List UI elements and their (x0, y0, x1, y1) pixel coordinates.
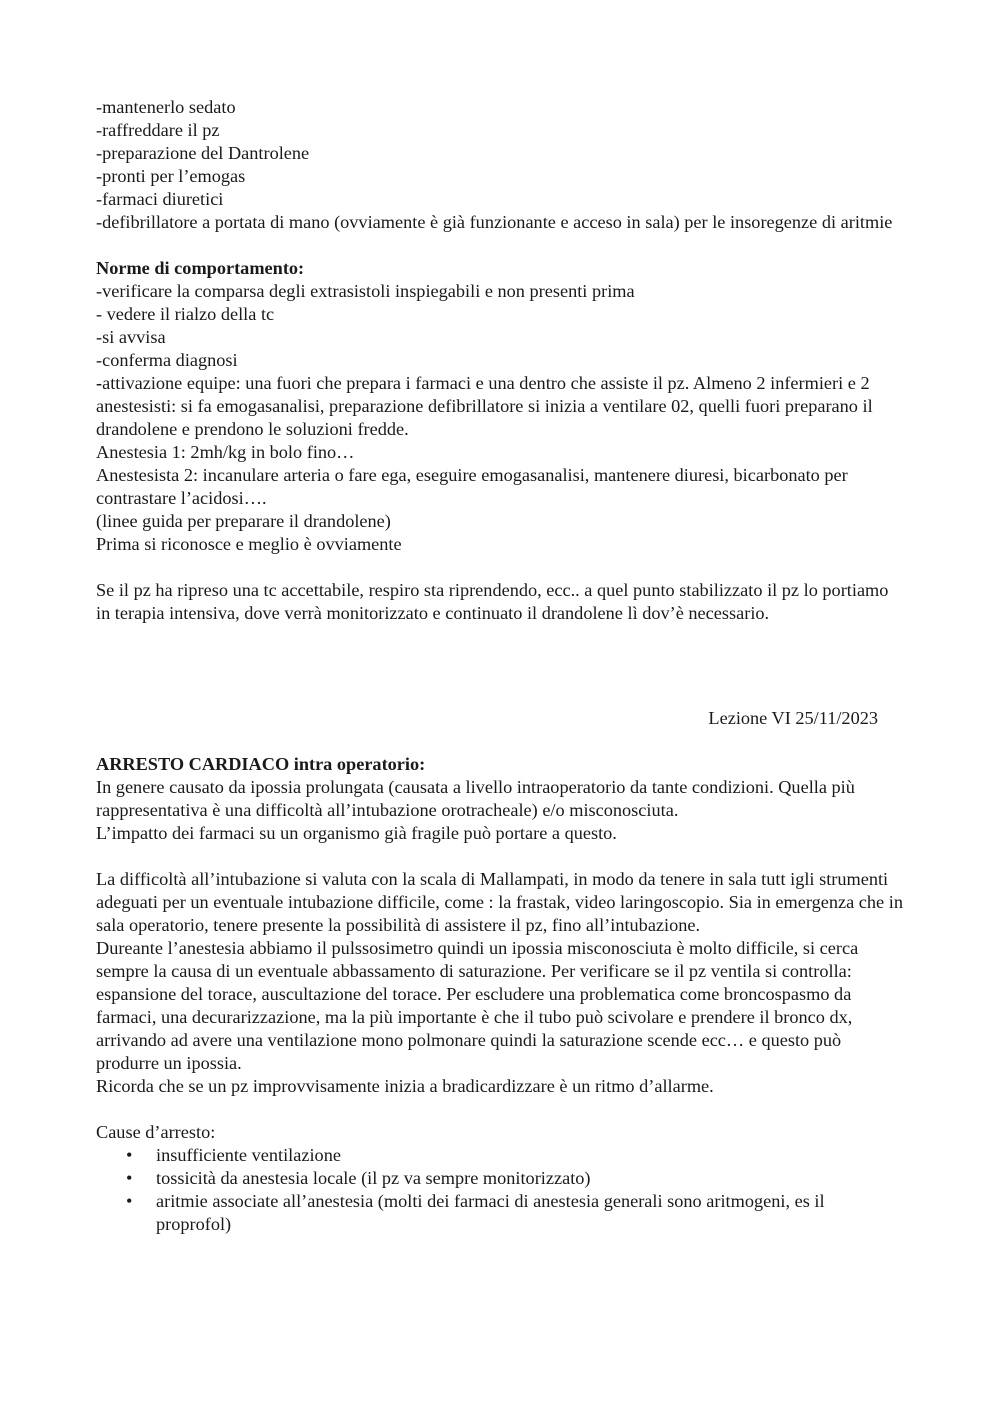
cause-item-text: aritmie associate all’anestesia (molti dei farmaci di anestesia generali sono aritmogeni, es il proprofol) (156, 1191, 825, 1234)
norme-line: -verificare la comparsa degli extrasistoli inspiegabili e non presenti prima (96, 281, 635, 301)
measure-line: -farmaci diuretici (96, 189, 224, 209)
measure-line: -pronti per l’emogas (96, 166, 246, 186)
spacer (96, 845, 904, 868)
norme-line: -conferma diagnosi (96, 350, 238, 370)
attivazione-text: attivazione equipe: una fuori che prepara i farmaci e una dentro che assiste il pz. Almeno 2 infermieri e 2 anestesisti: si fa emogasanalisi, preparazione defibrillatore si inizia a ventilare 02, quelli fuori preparano il drandolene e prendono le soluzioni fredde. (96, 373, 873, 439)
arresto-heading: ARRESTO CARDIACO intra operatorio: (96, 754, 426, 774)
spacer (96, 730, 904, 753)
measure-line: -defibrillatore a portata di mano (ovviamente è già funzionante e acceso in sala) per le insoregenze di aritmie (96, 212, 893, 232)
spacer (96, 556, 904, 579)
cause-item (126, 1144, 904, 1167)
cause-list (96, 1144, 904, 1236)
lesson-header: Lezione VI 25/11/2023 (708, 708, 878, 728)
measure-line: -mantenerlo sedato (96, 97, 236, 117)
linee-guida: (linee guida per preparare il drandolene) (96, 511, 391, 531)
arresto-section (96, 753, 904, 1236)
arresto-paragraph: Dureante l’anestesia abbiamo il pulssosimetro quindi un ipossia misconosciuta è molto difficile, si cerca sempre la causa di un eventuale abbassamento di saturazione. Per verificare se il pz ventila si controlla: espansione del torace, auscultazione del torace. Per escludere una problematica come broncospasmo da farmaci, una decurarizzazione, ma la più importante è che il tubo può scivolare e prendere il bronco dx, arrivando ad avere una ventilazione mono polmonare quindi la saturazione scende ecc… e questo può produrre un ipossia. (96, 938, 859, 1073)
prima-line: Prima si riconosce e meglio è ovviamente (96, 534, 402, 554)
attivazione-paragraph (96, 372, 904, 441)
cause-item-text: insufficiente ventilazione (156, 1145, 341, 1165)
cause-item-text: tossicità da anestesia locale (il pz va sempre monitorizzato) (156, 1168, 591, 1188)
cause-heading: Cause d’arresto: (96, 1122, 216, 1142)
cause-item (126, 1190, 904, 1236)
spacer (96, 234, 904, 257)
cause-item (126, 1167, 904, 1190)
bullet-icon: • (126, 1191, 133, 1211)
arresto-paragraph: L’impatto dei farmaci su un organismo già fragile può portare a questo. (96, 823, 617, 843)
anestesia-1: Anestesia 1: 2mh/kg in bolo fino… (96, 442, 355, 462)
bullet-icon: • (126, 1168, 133, 1188)
measure-line: -preparazione del Dantrolene (96, 143, 310, 163)
spacer (96, 625, 904, 707)
norme-heading: Norme di comportamento: (96, 258, 305, 278)
arresto-paragraph: La difficoltà all’intubazione si valuta con la scala di Mallampati, in modo da tenere in sala tutt igli strumenti adeguati per un eventuale intubazione difficile, come : la frastak, video laringoscopio. Sia in emergenza che in sala operatorio, tenere presente la possibilità di assistere il pz, fino all’intubazione. (96, 869, 903, 935)
norme-line: -si avvisa (96, 327, 166, 347)
bullet-icon: • (126, 1145, 133, 1165)
norme-section (96, 257, 904, 556)
arresto-paragraph: In genere causato da ipossia prolungata (causata a livello intraoperatorio da tante condizioni. Quella più rappresentativa è una difficoltà all’intubazione orotracheale) e/o misconosciuta. (96, 777, 855, 820)
measure-line: -raffreddare il pz (96, 120, 220, 140)
measures-list (96, 96, 904, 234)
anestesista-2: Anestesista 2: incanulare arteria o fare ega, eseguire emogasanalisi, mantenere diuresi, bicarbonato per contrastare l’acidosi…. (96, 465, 848, 508)
norme-line: - vedere il rialzo della tc (96, 304, 275, 324)
spacer (96, 1098, 904, 1121)
attivazione-dash: - (96, 373, 103, 393)
stabilizzato-paragraph: Se il pz ha ripreso una tc accettabile, respiro sta riprendendo, ecc.. a quel punto stabilizzato il pz lo portiamo in terapia intensiva, dove verrà monitorizzato e continuato il drandolene lì dov’è necessario. (96, 580, 889, 623)
arresto-paragraph: Ricorda che se un pz improvvisamente inizia a bradicardizzare è un ritmo d’allarme. (96, 1076, 714, 1096)
